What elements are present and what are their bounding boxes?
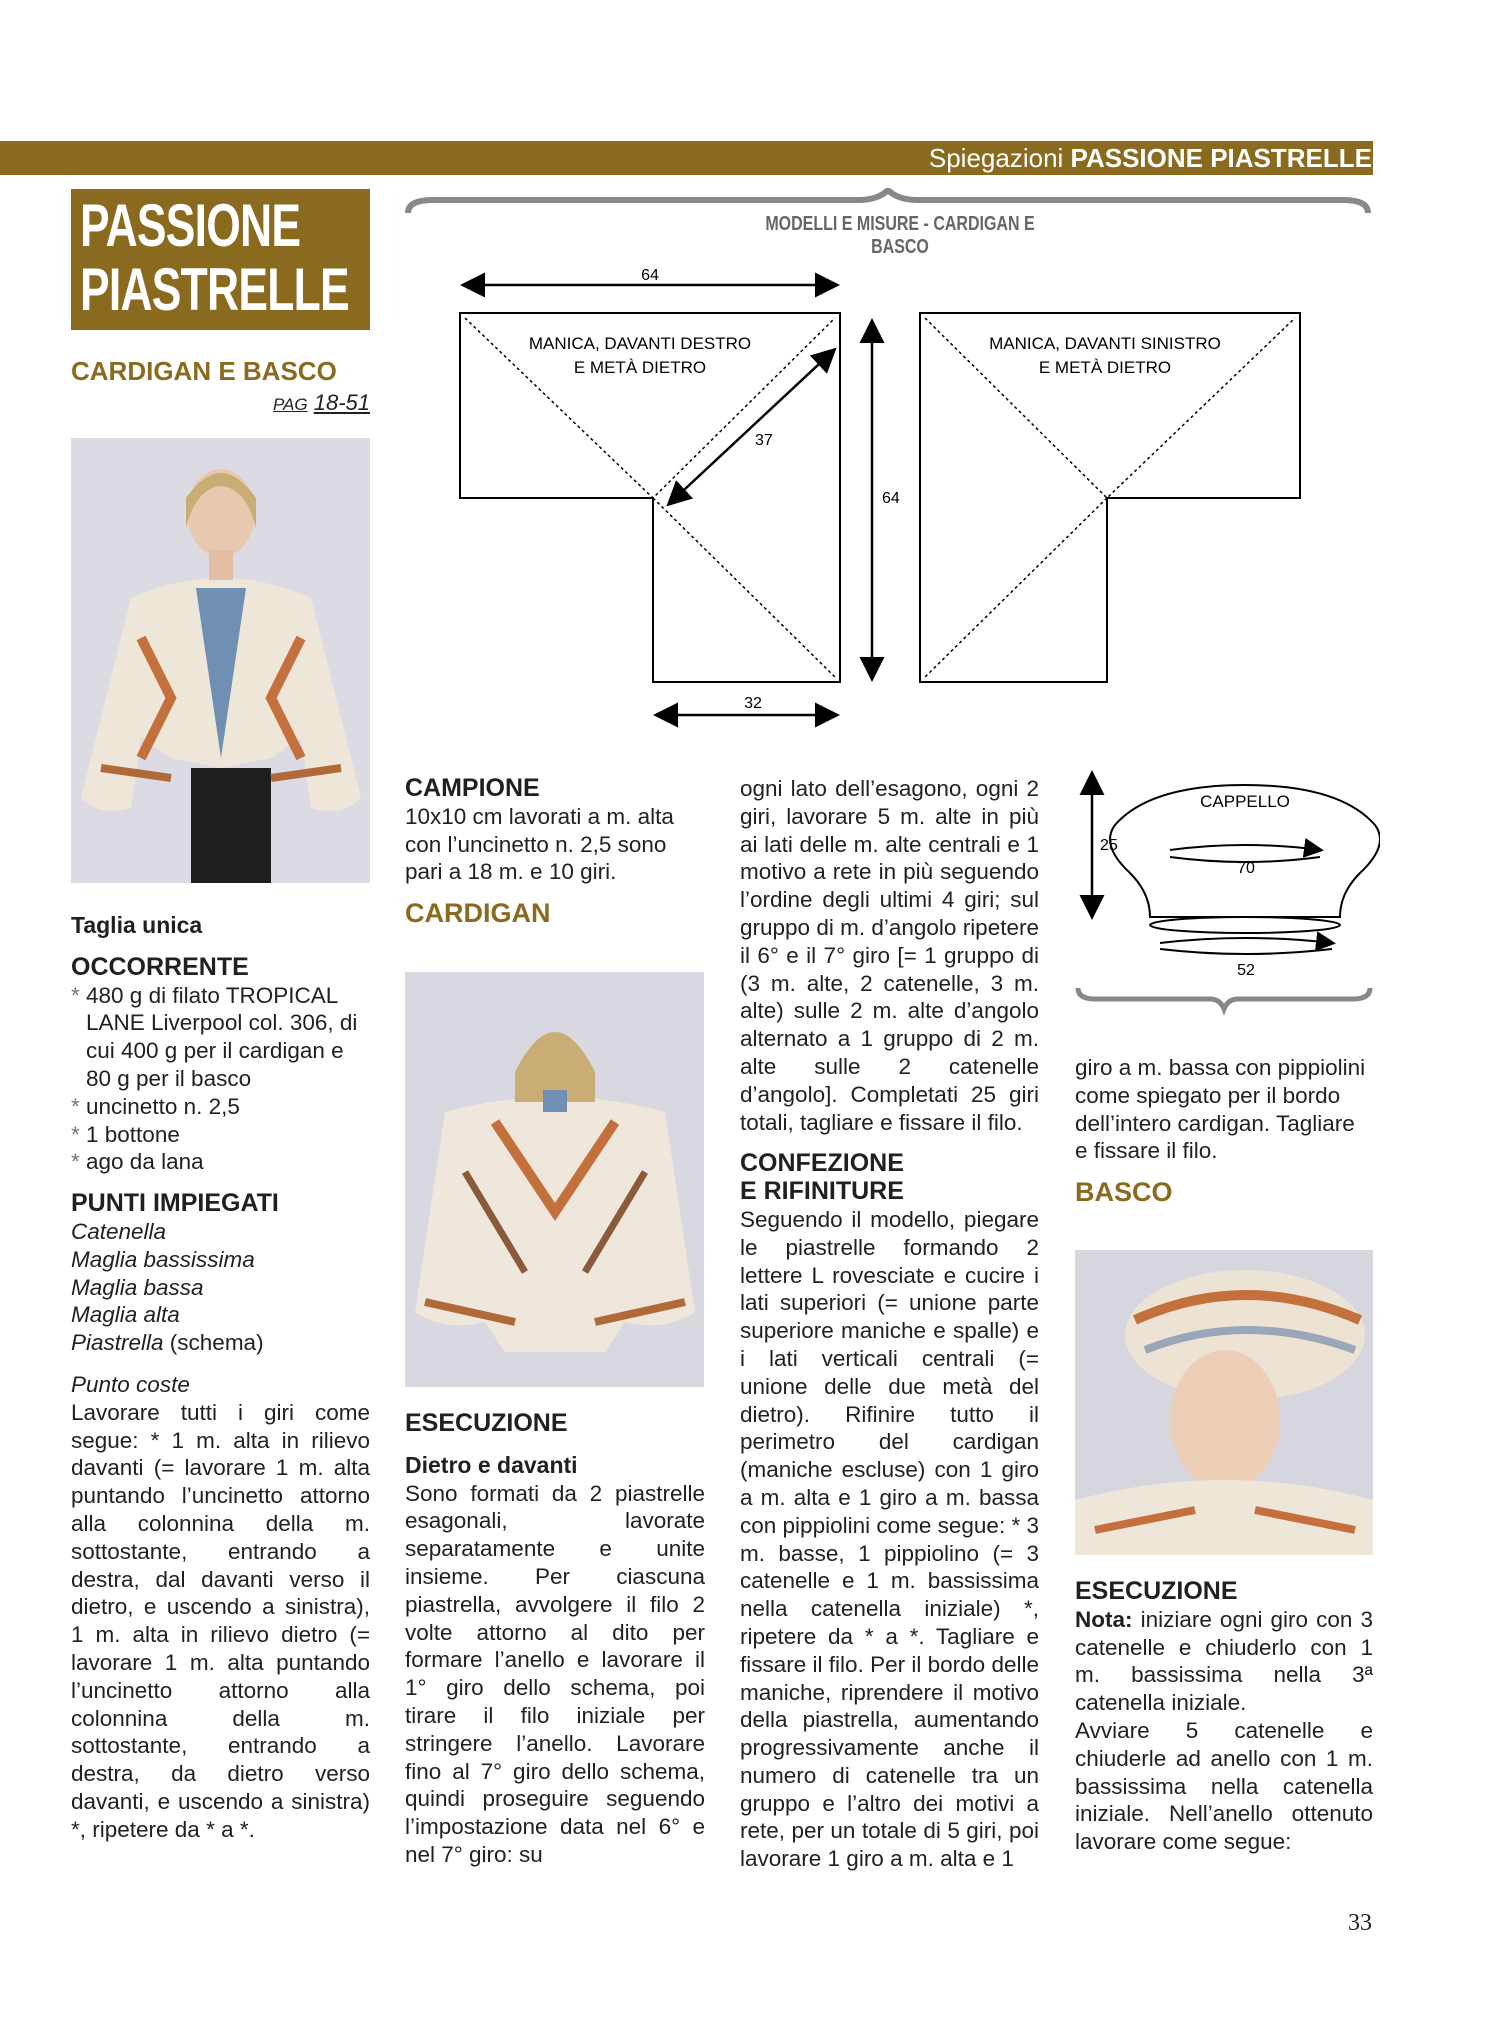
back-front-heading: Dietro e davanti — [405, 1451, 578, 1478]
rib-stitch-heading: Punto coste — [71, 1371, 190, 1397]
materials-heading: OCCORRENTE — [71, 952, 249, 981]
right-piece-label-2: E METÀ DIETRO — [1038, 358, 1172, 377]
rib-stitch-text: Lavorare tutti i giri come segue: * 1 m. alta in rilievo davanti (= lavorare 1 m. alta puntando l’uncinetto attorno alla colonnina della m. sottostante, entrando a destra, dal davanti verso il dietro, e uscendo a sinistra), 1 m. alta in rilievo dietro (= lavorare 1 m. alta puntando l’uncinetto attorno alla colonnina della m. sottostante, entrando a destra, da dietro verso davanti, e uscendo a sinistra) *, ripetere da * a *. — [71, 1399, 370, 1842]
back-front-text: Sono formati da 2 piastrelle esagonali, lavorate separatamente e unite insieme. Per ciascuna piastrella, avvolgere il filo 2 volte attorno al dito per formare l’anello e lavorare il 1° giro dello schema, poi tirare il filo iniziale per stringere l’anello. Lavorare fino al 7° giro dello schema, quindi proseguire seguendo l’impostazione data nel 6° e nel 7° giro: su — [405, 1480, 705, 1867]
gauge-heading: CAMPIONE — [405, 774, 540, 802]
beret-heading: BASCO — [1075, 1177, 1173, 1208]
diagram-title: MODELLI E MISURE - CARDIGAN E BASCO — [765, 213, 1035, 258]
beret-start-text: Avviare 5 catenelle e chiuderle ad anello con 1 m. bassissima nella catenella iniziale. Nell’anello ottenuto lavorare come segue: — [1075, 1717, 1373, 1855]
page-reference: PAG 18-51 — [272, 390, 370, 415]
article-title: PASSIONE PIASTRELLE — [80, 192, 349, 323]
stitches-heading: PUNTI IMPIEGATI — [71, 1189, 279, 1218]
finishing-heading-2: E RIFINITURE — [740, 1177, 904, 1206]
left-piece-label-1: MANICA, DAVANTI DESTRO — [528, 334, 752, 353]
bottom-label: 32 — [744, 695, 762, 712]
edging-text: giro a m. bassa con pippiolini come spiegato per il bordo dell’intero cardigan. Tagliare e fissare il filo. — [1075, 1055, 1366, 1164]
hat-label: CAPPELLO — [1200, 792, 1290, 811]
column-2-lower — [405, 1410, 705, 1869]
hat-brace — [1075, 985, 1373, 1015]
size-label: Taglia unica — [71, 912, 203, 938]
section-header-text: Spiegazioni PASSIONE PIASTRELLE — [928, 143, 1372, 173]
hat-diagram — [1070, 765, 1380, 980]
execution-heading: ESECUZIONE — [405, 1409, 568, 1437]
gauge-text: 10x10 cm lavorati a m. alta con l’uncinetto n. 2,5 sono pari a 18 m. e 10 giri. — [405, 803, 674, 885]
left-piece-label-2: E METÀ DIETRO — [573, 358, 707, 377]
stitch-item: Piastrella (schema) — [71, 1330, 264, 1356]
stitch-item: Catenella — [71, 1218, 167, 1244]
column-3 — [740, 775, 1039, 1873]
diag-label: 37 — [755, 432, 773, 449]
cardigan-back-photo — [405, 972, 704, 1387]
hat-circ-label: 70 — [1237, 860, 1255, 877]
column-2 — [405, 775, 705, 928]
stitch-item: Maglia bassissima — [71, 1246, 255, 1272]
note-text: Nota: iniziare ogni giro con 3 catenelle e chiuderlo con 1 m. bassissima nella 3ª catenella iniziale. — [1075, 1606, 1373, 1716]
beret-execution-heading: ESECUZIONE — [1075, 1577, 1238, 1605]
stitch-item: Maglia bassa — [71, 1274, 204, 1300]
column-1 — [71, 912, 370, 1844]
hat-height-label: 25 — [1100, 837, 1118, 854]
pattern-diagram — [440, 255, 1320, 735]
stitch-item: Maglia alta — [71, 1302, 180, 1328]
height-label: 64 — [882, 490, 900, 507]
width-label: 64 — [641, 267, 659, 284]
column-4 — [1075, 1054, 1373, 1207]
hat-band-label: 52 — [1237, 962, 1255, 979]
page-number: 33 — [1348, 1910, 1372, 1936]
cardigan-heading: CARDIGAN — [405, 898, 551, 929]
finishing-text: Seguendo il modello, piegare le piastrelle formando 2 lettere L rovesciate e cucire i lati superiori (= unione parte superiore maniche e spalle) e i lati verticali centrali (= unione delle due metà del dietro). Rifinire tutto il perimetro del cardigan (maniche escluse) con 1 giro a m. alta e 1 giro a m. bassa con pippiolini come segue: * 3 m. basse, 1 pippiolino (= 3 catenelle e 1 m. bassissima nella catenella iniziale) *, ripetere da * a *. Tagliare e fissare il filo. Per il bordo delle maniche, riprendere il motivo della piastrella, aumentando progressivamente anche il numero di catenelle tra un gruppo e l’altro dei motivi a rete, per un totale di 5 giri, poi lavorare 1 giro a m. alta e 1 — [740, 1206, 1039, 1872]
materials-list: * 480 g di filato TROPICAL LANE Liverpool col. 306, di cui 400 g per il cardigan e 80 g per il basco * uncinetto n. 2,5 * 1 bottone * ago da lana — [71, 982, 358, 1175]
right-piece-label-1: MANICA, DAVANTI SINISTRO — [989, 334, 1221, 353]
finishing-heading-1: CONFEZIONE — [740, 1149, 904, 1178]
cardigan-front-photo — [71, 438, 370, 883]
column-4-lower — [1075, 1578, 1373, 1856]
beret-photo — [1075, 1250, 1373, 1555]
article-subtitle: CARDIGAN E BASCO — [71, 356, 337, 386]
hexagon-text: ogni lato dell’esagono, ogni 2 giri, lavorare 5 m. alte in più ai lati delle m. alte centrali e 1 motivo a rete in più seguendo l’ordine degli ultimi 4 giri; sul gruppo di m. d’angolo ripetere il 6° e il 7° giro [= 1 gruppo di (3 m. alte, 2 catenelle, 3 m. alte) sulle 2 m. alte d’angolo alternato a 1 gruppo di 2 m. alte sulle 2 catenelle d’angolo]. Completati 25 giri totali, tagliare e fissare il filo. — [740, 776, 1039, 1135]
